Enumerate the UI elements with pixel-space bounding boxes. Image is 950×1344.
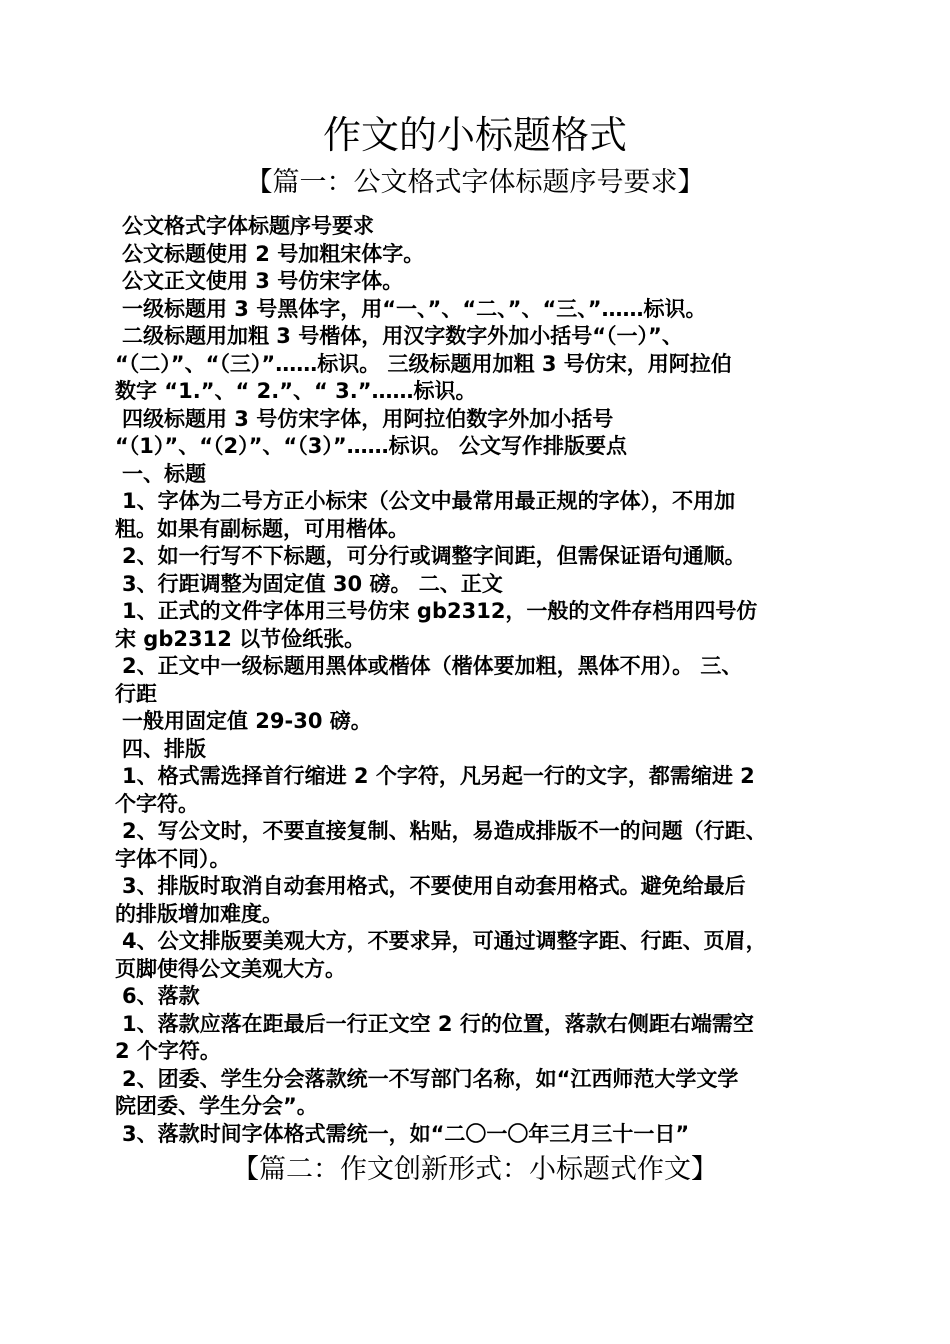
body-line: 1、字体为二号方正小标宋（公文中最常用最正规的字体），不用加 xyxy=(122,489,736,513)
body-line: 3、落款时间字体格式需统一，如“二〇一〇年三月三十一日” xyxy=(122,1121,690,1146)
body-line: 一、标题 xyxy=(122,461,206,486)
body-line: 一般用固定值 29-30 磅。 xyxy=(122,709,372,733)
body-line: 字体不同）。 xyxy=(115,846,231,871)
body-line: 公文标题使用 2 号加粗宋体字。 xyxy=(122,241,425,266)
body-line: 个字符。 xyxy=(115,791,199,816)
body-line: 四、排版 xyxy=(122,736,206,761)
body-line: “（二）”、“（三）”……标识。 三级标题用加粗 3 号仿宋，用阿拉伯 xyxy=(115,351,732,376)
body-line: 6、落款 xyxy=(122,984,200,1008)
body-line: 3、行距调整为固定值 30 磅。 二、正文 xyxy=(122,571,503,596)
body-line: 四级标题用 3 号仿宋字体，用阿拉伯数字外加小括号 xyxy=(122,406,614,431)
body-line: 一级标题用 3 号黑体字，用“一、”、“二、”、“三、”……标识。 xyxy=(122,296,707,321)
body-line: 页脚使得公文美观大方。 xyxy=(115,956,346,981)
body-line: 3、排版时取消自动套用格式，不要使用自动套用格式。避免给最后 xyxy=(122,874,746,898)
body-line: 2、如一行写不下标题，可分行或调整字间距，但需保证语句通顺。 xyxy=(122,544,746,568)
body-line: 行距 xyxy=(115,681,157,706)
body-line: 的排版增加难度。 xyxy=(115,901,283,926)
body-line: 4、公文排版要美观大方，不要求异，可通过调整字距、行距、页眉， xyxy=(122,929,767,953)
body-line: 2 个字符。 xyxy=(115,1039,221,1063)
body-line: 1、正式的文件字体用三号仿宋 gb2312，一般的文件存档用四号仿 xyxy=(122,599,758,623)
body-line: 公文格式字体标题序号要求 xyxy=(122,214,374,238)
body-line: “（1）”、“（2）”、“（3）”……标识。 公文写作排版要点 xyxy=(115,434,627,458)
body-line: 粗。如果有副标题，可用楷体。 xyxy=(115,516,409,541)
document-body xyxy=(115,213,845,1148)
section-heading-1: 【篇一：公文格式字体标题序号要求】 xyxy=(245,167,705,198)
section-heading-2: 【篇二：作文创新形式：小标题式作文】 xyxy=(232,1154,718,1185)
body-line: 二级标题用加粗 3 号楷体，用汉字数字外加小括号“（一）”、 xyxy=(122,324,683,348)
body-line: 公文正文使用 3 号仿宋字体。 xyxy=(122,269,404,293)
body-line: 2、正文中一级标题用黑体或楷体（楷体要加粗，黑体不用）。 三、 xyxy=(122,654,743,678)
body-line: 数字 “1.”、“ 2.”、“ 3.”……标识。 xyxy=(115,379,477,403)
body-line: 2、团委、学生分会落款统一不写部门名称，如“江西师范大学文学 xyxy=(122,1066,739,1091)
body-line: 1、格式需选择首行缩进 2 个字符，凡另起一行的文字，都需缩进 2 xyxy=(122,764,755,788)
body-line: 宋 gb2312 以节俭纸张。 xyxy=(115,626,366,651)
body-line: 院团委、学生分会”。 xyxy=(115,1094,318,1118)
body-line: 1、落款应落在距最后一行正文空 2 行的位置，落款右侧距右端需空 xyxy=(122,1011,754,1036)
document-title: 作文的小标题格式 xyxy=(322,113,627,157)
body-line: 2、写公文时，不要直接复制、粘贴，易造成排版不一的问题（行距、 xyxy=(122,819,767,843)
